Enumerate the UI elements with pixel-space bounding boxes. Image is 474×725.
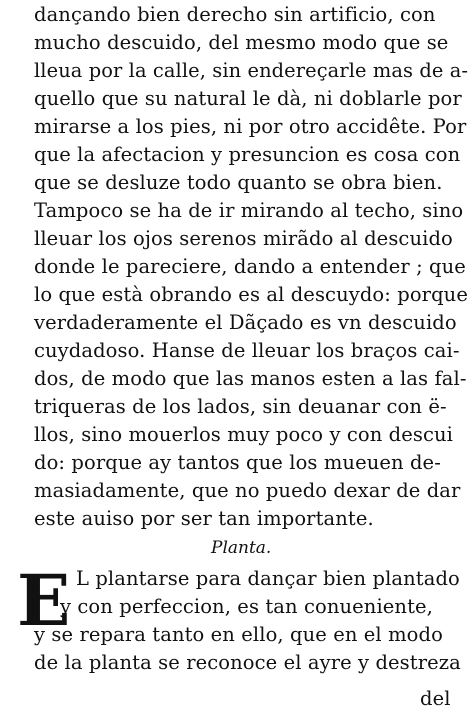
text-line: lleua por la calle, sin endereçarle mas de a- [34, 59, 469, 82]
text-line: do: porque ay tantos que los mueuen de- [34, 451, 441, 474]
text-line: verdaderamente el Dãçado es vn descuido [34, 311, 457, 334]
text-line: que se desluze todo quanto se obra bien. [34, 171, 443, 194]
text-line: llos, sino mouerlos muy poco y con descui [34, 423, 454, 446]
section-text-line: de la planta se reconoce el ayre y destreza [34, 651, 461, 674]
catchword: del [420, 687, 451, 710]
text-line: lo que està obrando es al descuydo: porque [34, 283, 468, 306]
section-text-line: y se repara tanto en ello, que en el modo [34, 623, 443, 646]
text-line: que la afectacion y presuncion es cosa con [34, 143, 461, 166]
text-line: mucho descuido, del mesmo modo que se [34, 31, 449, 54]
text-line: triqueras de los lados, sin deuanar con ë- [34, 395, 447, 418]
text-line: quello que su natural le dà, ni doblarle por [34, 87, 462, 110]
text-line: donde le pareciere, dando a entender ; que [34, 255, 466, 278]
text-line: este auiso por ser tan importante. [34, 507, 374, 530]
text-line: Tampoco se ha de ir mirando al techo, sino [34, 199, 464, 222]
text-line: dançando bien derecho sin artificio, con [34, 3, 436, 26]
section-title: Planta. [211, 538, 272, 558]
drop-cap: E [17, 559, 71, 642]
section-text-line: L plantarse para dançar bien plantado [76, 567, 460, 590]
text-line: masiadamente, que no puedo dexar de dar [34, 479, 461, 502]
section-text-line: y con perfeccion, es tan conueniente, [60, 595, 433, 618]
text-line: cuydadoso. Hanse de lleuar los braços cai- [34, 339, 460, 362]
text-line: mirarse a los pies, ni por otro accidête. Por [34, 115, 467, 138]
text-line: lleuar los ojos serenos mirãdo al descuido [34, 227, 453, 250]
text-line: dos, de modo que las manos esten a las fal- [34, 367, 467, 390]
